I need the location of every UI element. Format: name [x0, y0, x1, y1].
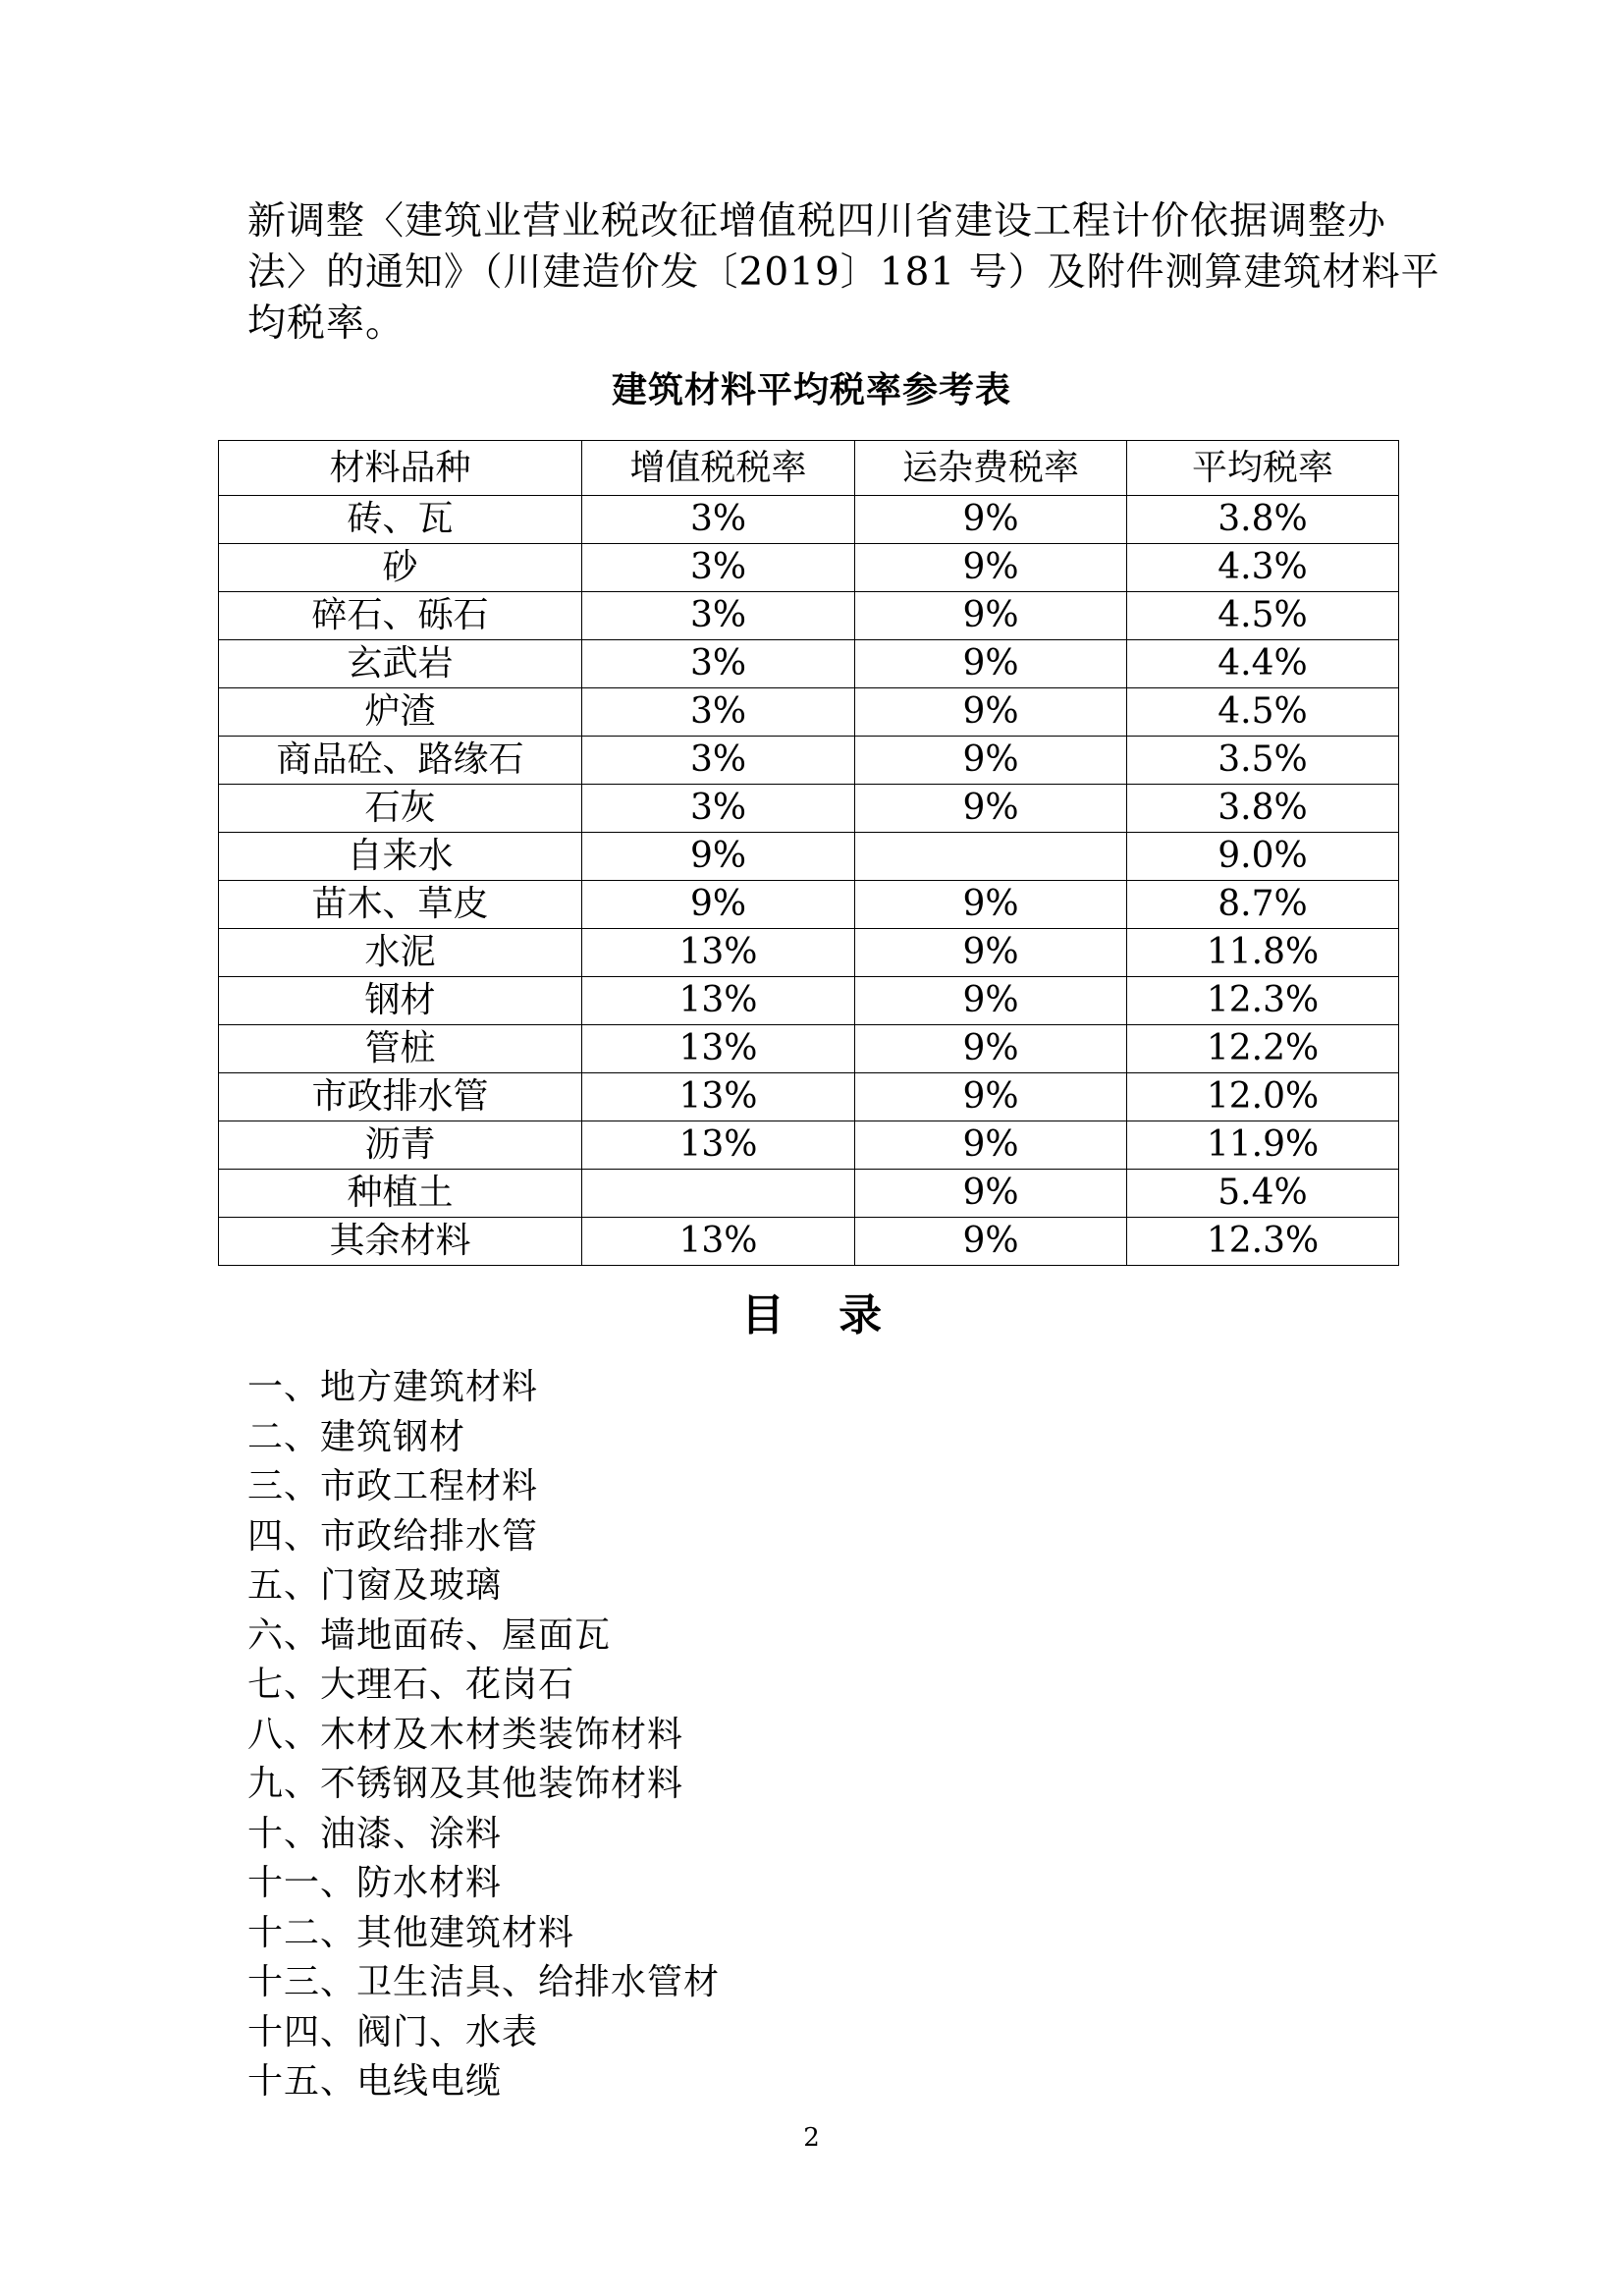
- toc-item: 十、油漆、涂料: [247, 1813, 503, 1854]
- cell-vat-rate: 9%: [582, 881, 855, 929]
- cell-average-rate: 4.4%: [1127, 640, 1399, 688]
- cell-material: 苗木、草皮: [219, 881, 582, 929]
- cell-average-rate: 12.3%: [1127, 1218, 1399, 1266]
- rate-table-header-row: [219, 441, 1399, 496]
- toc-item: 五、门窗及玻璃: [247, 1565, 503, 1606]
- table-row: [219, 929, 1399, 977]
- cell-freight-rate: 9%: [855, 929, 1127, 977]
- toc-item: 十二、其他建筑材料: [247, 1912, 575, 1953]
- cell-average-rate: 3.8%: [1127, 785, 1399, 833]
- cell-vat-rate: 13%: [582, 1218, 855, 1266]
- cell-vat-rate: 3%: [582, 688, 855, 737]
- toc-item: 十四、阀门、水表: [247, 2011, 539, 2052]
- cell-freight-rate: 9%: [855, 688, 1127, 737]
- cell-average-rate: 12.2%: [1127, 1025, 1399, 1073]
- header-material: 材料品种: [219, 441, 582, 496]
- rate-table-title: 建筑材料平均税率参考表: [611, 369, 1011, 410]
- table-row: [219, 1073, 1399, 1121]
- toc-item: 二、建筑钢材: [247, 1416, 466, 1457]
- cell-material: 水泥: [219, 929, 582, 977]
- table-row: [219, 1218, 1399, 1266]
- cell-material: 石灰: [219, 785, 582, 833]
- cell-material: 种植土: [219, 1170, 582, 1218]
- cell-freight-rate: 9%: [855, 881, 1127, 929]
- cell-vat-rate: 9%: [582, 833, 855, 881]
- cell-average-rate: 4.5%: [1127, 688, 1399, 737]
- rate-table: [218, 440, 1399, 1266]
- cell-freight-rate: 9%: [855, 496, 1127, 544]
- cell-freight-rate: 9%: [855, 785, 1127, 833]
- cell-freight-rate: 9%: [855, 1121, 1127, 1170]
- cell-vat-rate: 3%: [582, 544, 855, 592]
- cell-freight-rate: 9%: [855, 1073, 1127, 1121]
- cell-vat-rate: 3%: [582, 592, 855, 640]
- cell-material: 管桩: [219, 1025, 582, 1073]
- cell-material: 沥青: [219, 1121, 582, 1170]
- cell-material: 炉渣: [219, 688, 582, 737]
- cell-average-rate: 12.3%: [1127, 977, 1399, 1025]
- table-row: [219, 688, 1399, 737]
- toc-title: 目 录: [740, 1290, 902, 1340]
- toc-item: 十一、防水材料: [247, 1863, 503, 1903]
- cell-freight-rate: 9%: [855, 1218, 1127, 1266]
- header-average-rate: 平均税率: [1127, 441, 1399, 496]
- cell-vat-rate: 13%: [582, 977, 855, 1025]
- table-row: [219, 881, 1399, 929]
- toc-list: [247, 1363, 720, 2107]
- cell-average-rate: 11.9%: [1127, 1121, 1399, 1170]
- table-row: [219, 1025, 1399, 1073]
- table-row: [219, 496, 1399, 544]
- toc-item: 七、大理石、花岗石: [247, 1665, 575, 1705]
- cell-average-rate: 4.5%: [1127, 592, 1399, 640]
- toc-item: 四、市政给排水管: [247, 1515, 539, 1557]
- table-row: [219, 1121, 1399, 1170]
- toc-item: 十五、电线电缆: [247, 2061, 503, 2102]
- cell-vat-rate: 13%: [582, 1025, 855, 1073]
- toc-item: 一、地方建筑材料: [247, 1367, 539, 1407]
- cell-freight-rate: [855, 833, 1127, 881]
- table-row: [219, 737, 1399, 785]
- cell-material: 玄武岩: [219, 640, 582, 688]
- cell-material: 砂: [219, 544, 582, 592]
- cell-material: 自来水: [219, 833, 582, 881]
- intro-paragraph: [247, 196, 1440, 350]
- header-freight-rate: 运杂费税率: [855, 441, 1127, 496]
- cell-freight-rate: 9%: [855, 640, 1127, 688]
- toc-item: 三、市政工程材料: [247, 1466, 539, 1506]
- toc-item: 九、不锈钢及其他装饰材料: [247, 1764, 684, 1804]
- cell-vat-rate: 13%: [582, 1121, 855, 1170]
- intro-line: 均税率。: [247, 301, 406, 346]
- table-row: [219, 977, 1399, 1025]
- cell-material: 碎石、砾石: [219, 592, 582, 640]
- cell-freight-rate: 9%: [855, 1025, 1127, 1073]
- cell-average-rate: 3.8%: [1127, 496, 1399, 544]
- cell-freight-rate: 9%: [855, 544, 1127, 592]
- cell-freight-rate: 9%: [855, 737, 1127, 785]
- cell-vat-rate: 13%: [582, 929, 855, 977]
- toc-item: 六、墙地面砖、屋面瓦: [247, 1614, 612, 1656]
- cell-average-rate: 4.3%: [1127, 544, 1399, 592]
- cell-vat-rate: 3%: [582, 785, 855, 833]
- table-row: [219, 592, 1399, 640]
- cell-material: 钢材: [219, 977, 582, 1025]
- cell-material: 其余材料: [219, 1218, 582, 1266]
- cell-material: 市政排水管: [219, 1073, 582, 1121]
- header-vat-rate: 增值税税率: [582, 441, 855, 496]
- cell-vat-rate: 13%: [582, 1073, 855, 1121]
- cell-average-rate: 9.0%: [1127, 833, 1399, 881]
- cell-average-rate: 11.8%: [1127, 929, 1399, 977]
- cell-material: 商品砼、路缘石: [219, 737, 582, 785]
- toc-item: 八、木材及木材类装饰材料: [247, 1714, 684, 1755]
- cell-average-rate: 5.4%: [1127, 1170, 1399, 1218]
- cell-material: 砖、瓦: [219, 496, 582, 544]
- cell-vat-rate: 3%: [582, 496, 855, 544]
- cell-average-rate: 12.0%: [1127, 1073, 1399, 1121]
- cell-average-rate: 8.7%: [1127, 881, 1399, 929]
- page-number: 2: [803, 2123, 820, 2153]
- table-row: [219, 640, 1399, 688]
- table-row: [219, 1170, 1399, 1218]
- toc-item: 十三、卫生洁具、给排水管材: [247, 1962, 721, 2002]
- intro-line: 新调整〈建筑业营业税改征增值税四川省建设工程计价依据调整办: [247, 199, 1387, 244]
- cell-freight-rate: 9%: [855, 1170, 1127, 1218]
- table-row: [219, 833, 1399, 881]
- cell-freight-rate: 9%: [855, 592, 1127, 640]
- intro-line: 法〉的通知》（川建造价发〔2019〕181 号）及附件测算建筑材料平: [247, 250, 1440, 295]
- cell-vat-rate: 3%: [582, 640, 855, 688]
- table-row: [219, 544, 1399, 592]
- table-row: [219, 785, 1399, 833]
- cell-average-rate: 3.5%: [1127, 737, 1399, 785]
- cell-vat-rate: 3%: [582, 737, 855, 785]
- cell-vat-rate: [582, 1170, 855, 1218]
- cell-freight-rate: 9%: [855, 977, 1127, 1025]
